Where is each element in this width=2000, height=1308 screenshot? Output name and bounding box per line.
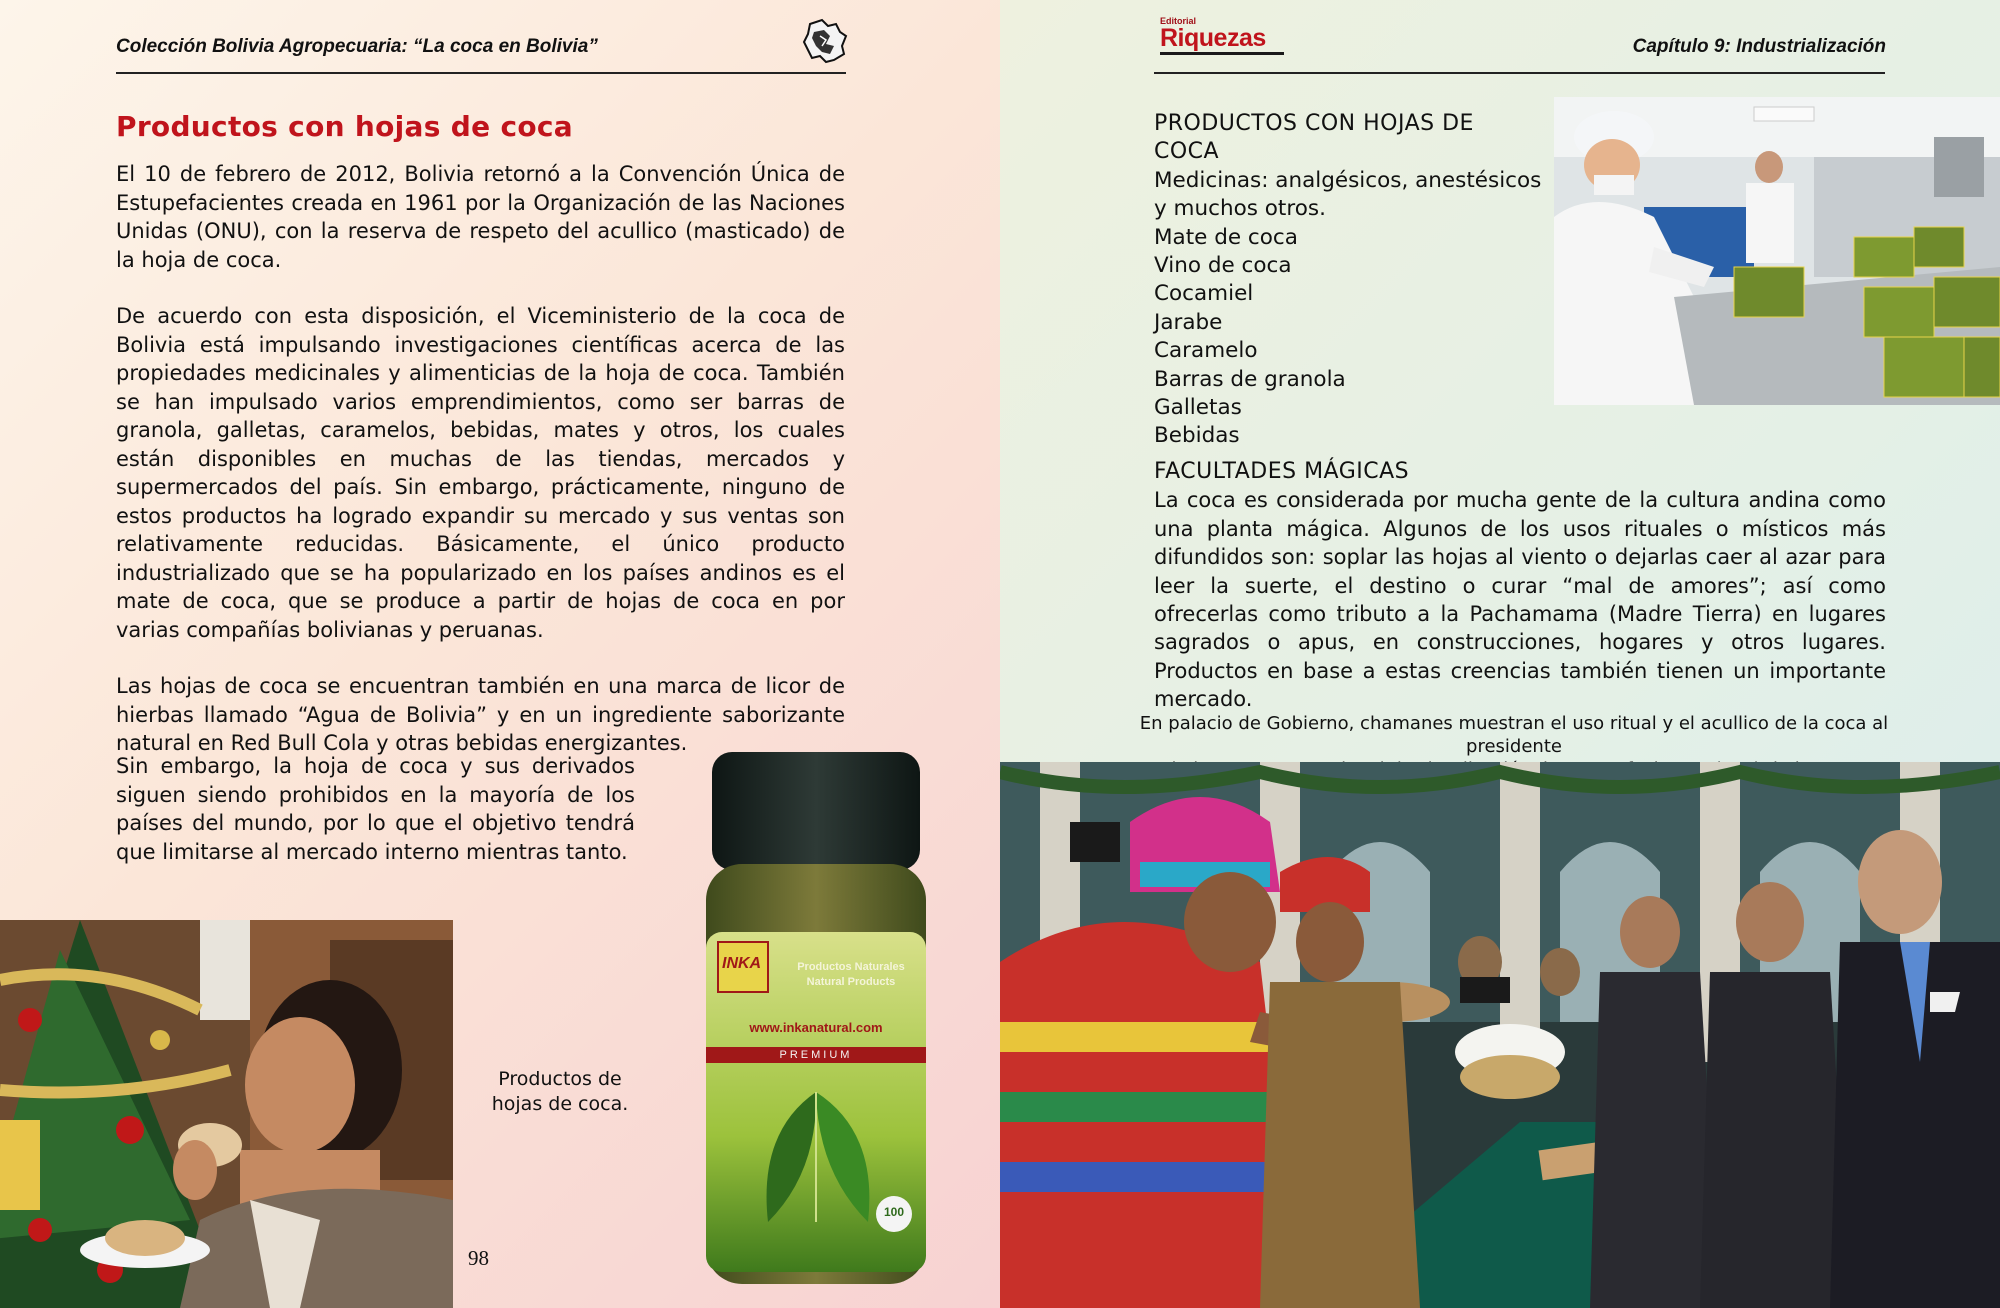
factory-photo (1554, 97, 2000, 405)
products-list (1154, 110, 1544, 451)
products-heading: PRODUCTOS CON HOJAS DE COCA (1154, 111, 1474, 165)
products-items (1154, 167, 1544, 451)
jar-premium-tag: PREMIUM (779, 1049, 853, 1061)
magic-text: La coca es considerada por mucha gente de la cultura andina como una planta mágica. Algunos de los usos rituales o místicos más difundidos son: soplar las hojas al viento o dejarlas caer al azar para leer la suerte, el destino o curar “mal de amores”; así como ofrecerlas como tributo a la Pachamama (Madre Tierra) en lugares sagrados o apus, en construcciones, hogares y otros lugares. Productos en base a estas creencias también tienen un importante mercado. (1154, 488, 1886, 712)
running-head-left: Colección Bolivia Agropecuaria: “La coca en Bolivia” (116, 36, 598, 57)
factory-illustration (1554, 97, 2000, 405)
jar-line-1: Productos Naturales (797, 961, 905, 973)
body-text-prohibited (116, 752, 635, 894)
caption-line-2: hojas de coca. (491, 1093, 629, 1115)
publisher-name: Riquezas (1160, 24, 1266, 52)
running-head-right: Capítulo 9: Industrialización (1632, 36, 1886, 57)
publisher-small: Editorial (1160, 16, 1197, 26)
jar-line-2: Natural Products (806, 976, 896, 988)
ceremony-photo (1000, 762, 2000, 1308)
product-item: Medicinas: analgésicos, anestésicos y muchos otros. (1154, 167, 1542, 222)
header-rule-left (116, 72, 846, 74)
ceremony-illustration (1000, 762, 2000, 1308)
coca-product-jar (698, 752, 934, 1297)
product-item: Galletas (1154, 395, 1242, 421)
magic-heading: FACULTADES MÁGICAS (1154, 459, 1410, 484)
product-item: Cocamiel (1154, 281, 1254, 307)
woman-eating-illustration (0, 920, 453, 1308)
jar-count: 100 (883, 1205, 905, 1219)
paragraph-viceministry: De acuerdo con esta disposición, el Viceministerio de la coca de Bolivia está impulsando investigaciones científicas acerca de las propiedades medicinales y alimenticias de la hoja de coca. También se han impulsado varios emprendimientos, como ser barras de granola, galletas, caramelos, bebidas, mates y otros, los cuales están disponibles en muchas de las tiendas, mercados y supermercados del país. Sin embargo, prácticamente, ninguno de estos productos ha logrado expandir su mercado y sus ventas son relativamente reducidas. Básicamente, el único producto industrializado que se ha popularizado en los países andinos es el mate de coca, que se produce a partir de hojas de coca en por varias compañías bolivianas y peruanas. (116, 304, 845, 642)
product-item: Bebidas (1154, 423, 1240, 449)
page-number: 98 (468, 1246, 489, 1270)
body-text-main (116, 160, 845, 786)
paragraph-liquor: Las hojas de coca se encuentran también en una marca de licor de hierbas llamado “Agua de Bolivia” y en un ingrediente saborizante natural en Red Bull Cola y otras bebidas energizantes. (116, 674, 845, 755)
product-item: Jarabe (1154, 309, 1223, 335)
paragraph-convention: El 10 de febrero de 2012, Bolivia retornó a la Convención Única de Estupefacientes creada en 1961 por la Organización de las Naciones Unidas (ONU), con la reserva de respeto del acullico (masticado) de la hoja de coca. (116, 162, 845, 272)
publisher-logo (1160, 16, 1284, 66)
jar-url: www.inkanatural.com (749, 1020, 883, 1035)
woman-eating-photo (0, 920, 453, 1308)
product-item: Caramelo (1154, 338, 1258, 364)
ceremony-caption-line-1: En palacio de Gobierno, chamanes muestran el uso ritual y el acullico de la coca al presidente (1139, 713, 1889, 757)
product-item: Barras de granola (1154, 366, 1346, 392)
caption-line-1: Productos de (498, 1068, 622, 1090)
product-item: Mate de coca (1154, 224, 1298, 250)
magic-section (1154, 458, 1886, 714)
right-page (1000, 0, 2000, 1308)
header-rule-right (1154, 72, 1885, 74)
jar-label-text (778, 960, 924, 990)
jar-brand: INKA (722, 955, 762, 972)
caption-products (480, 1067, 640, 1117)
section-title: Productos con hojas de coca (116, 110, 573, 143)
paragraph-prohibited: Sin embargo, la hoja de coca y sus derivados siguen siendo prohibidos en la mayoría de los países del mundo, por lo que el objetivo tendrá que limitarse al mercado interno mientras tanto. (116, 754, 635, 864)
product-item: Vino de coca (1154, 253, 1292, 279)
bolivia-map-icon (800, 16, 850, 66)
